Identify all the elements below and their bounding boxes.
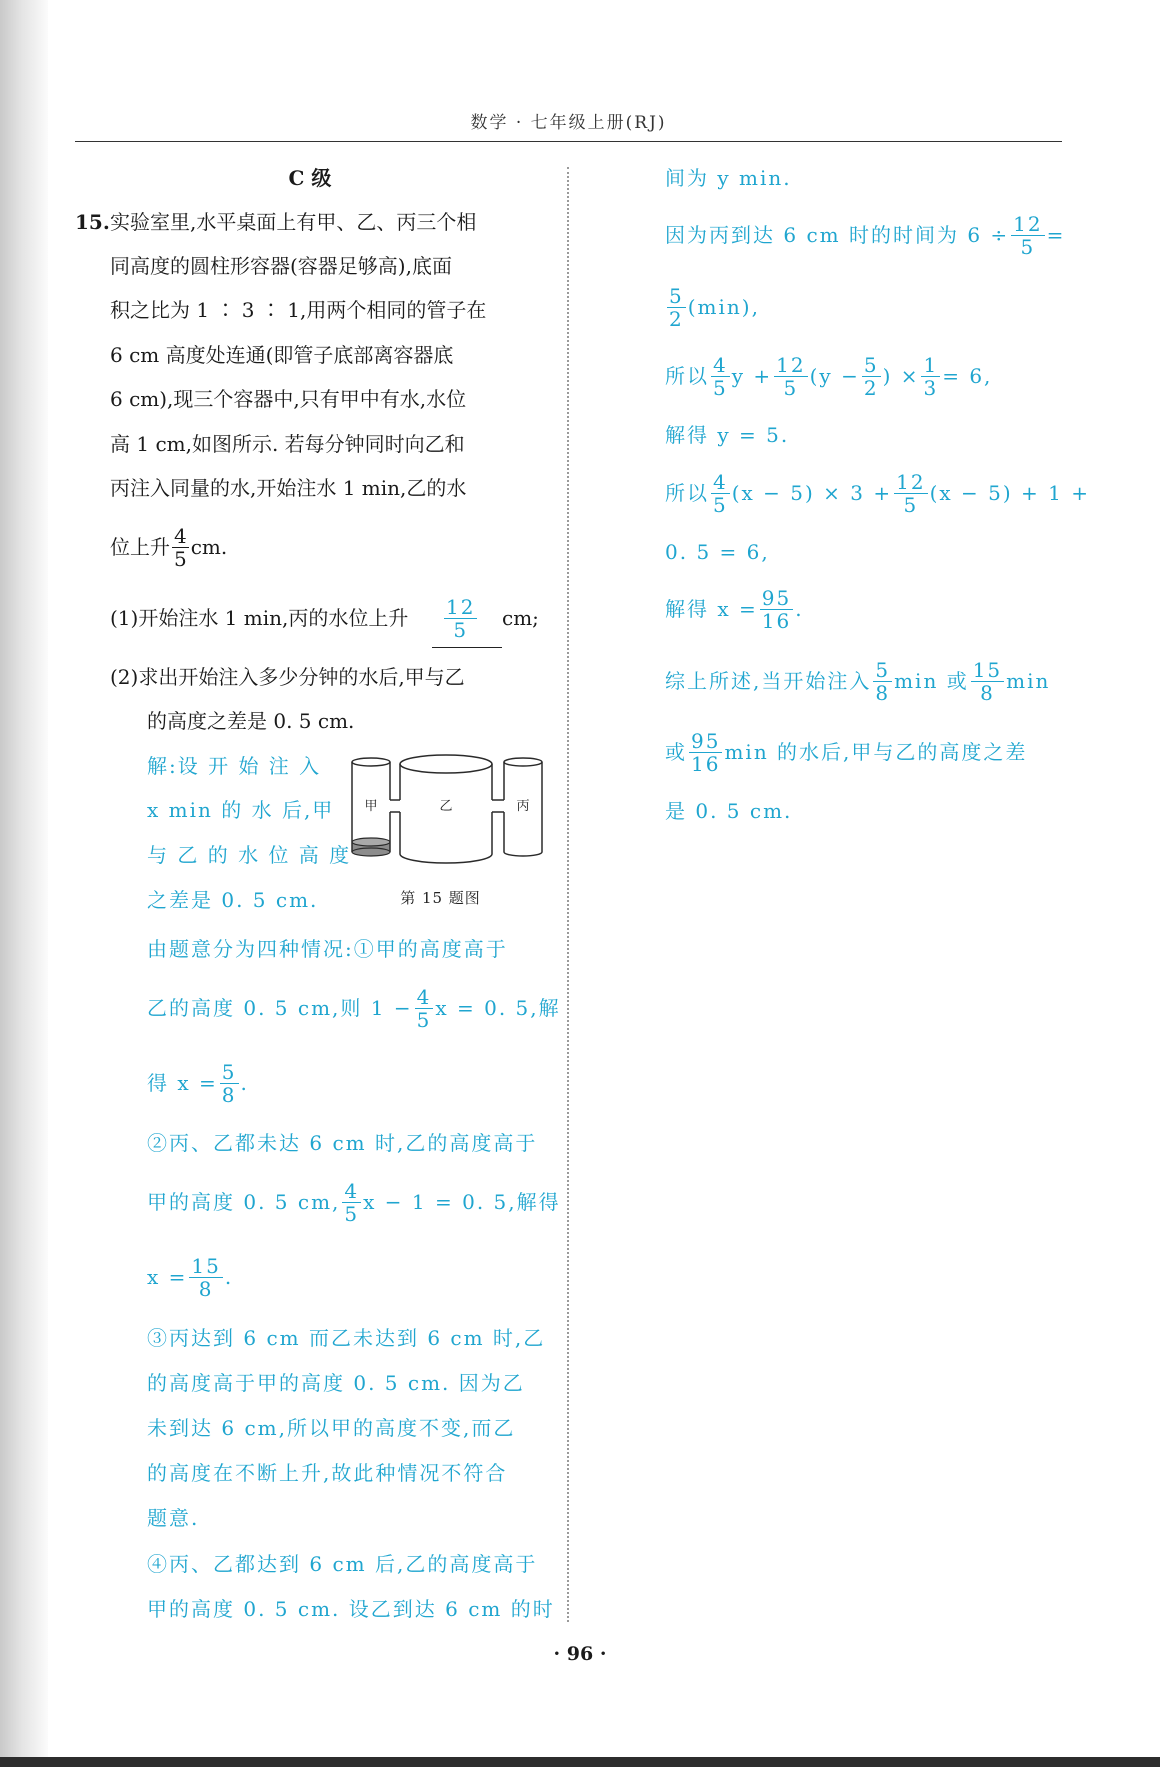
fraction-numerator: 4: [344, 1178, 360, 1203]
fraction: [921, 354, 940, 399]
problem-line: 高 1 cm,如图所示. 若每分钟同时向乙和: [110, 432, 465, 456]
case-3-line: 的高度高于甲的高度 0. 5 cm. 因为乙: [147, 1371, 525, 1395]
fraction-numerator: 1: [923, 352, 939, 377]
fraction: [689, 730, 722, 775]
question-number: 15.: [75, 210, 110, 234]
container-rim: [352, 758, 390, 766]
right-line: [665, 211, 1066, 259]
text: 因为丙到达 6 cm 时的时间为 6 ÷: [665, 223, 1010, 247]
right-line: 解得 y = 5.: [665, 423, 790, 447]
text: min: [1006, 669, 1051, 693]
case-2-line: [147, 1253, 234, 1301]
text: 所以: [665, 481, 709, 505]
text: .: [795, 597, 804, 621]
label-jia: 甲: [364, 799, 378, 814]
fraction: [444, 596, 477, 641]
problem-line: 6 cm),现三个容器中,只有甲中有水,水位: [110, 387, 467, 411]
fraction-denominator: 5: [344, 1201, 360, 1226]
text: 或: [665, 740, 687, 764]
fraction: [667, 285, 686, 330]
fraction-denominator: 16: [761, 608, 792, 633]
header-rule: [75, 141, 1062, 142]
fraction: [774, 354, 807, 399]
solution-intro-line: 之差是 0. 5 cm.: [147, 888, 319, 912]
water-surface: [352, 838, 390, 846]
problem-line: 积之比为 1 ∶ 3 ∶ 1,用两个相同的管子在: [110, 298, 487, 322]
text: x − 1 = 0. 5,解得: [363, 1190, 561, 1214]
text: (min),: [687, 295, 760, 319]
fraction: [1011, 213, 1044, 258]
problem-last-line: [110, 523, 228, 571]
fraction-numerator: 4: [713, 352, 728, 377]
fraction-denominator: 5: [453, 617, 469, 642]
fraction-denominator: 2: [669, 306, 684, 331]
case-2-line: [147, 1178, 561, 1226]
fraction-numerator: 12: [446, 594, 476, 619]
fraction-denominator: 16: [691, 751, 721, 776]
problem-line: 6 cm 高度处连通(即管子底部离容器底: [110, 343, 454, 367]
problem-line: 同高度的圆柱形容器(容器足够高),底面: [110, 254, 452, 278]
fraction-numerator: 5: [669, 283, 684, 308]
case-3-line: ③丙达到 6 cm 而乙未达到 6 cm 时,乙: [147, 1326, 546, 1350]
level-title: C 级: [288, 166, 332, 190]
label-bing: 丙: [516, 799, 530, 814]
problem-line: 实验室里,水平桌面上有甲、乙、丙三个相: [110, 210, 477, 234]
fraction: [415, 986, 434, 1031]
text: min 或: [894, 669, 969, 693]
fraction: [760, 587, 793, 632]
text: 解得 x =: [665, 597, 758, 621]
solution-intro-line: 解:设 开 始 注 入: [147, 754, 322, 778]
sub-question-2-line: 的高度之差是 0. 5 cm.: [147, 709, 355, 733]
fraction-denominator: 5: [783, 375, 799, 400]
fraction-denominator: 3: [923, 375, 939, 400]
fraction-denominator: 5: [903, 492, 919, 517]
text: 所以: [665, 364, 709, 388]
figure-caption: 第 15 题图: [400, 888, 481, 907]
fraction-denominator: 2: [863, 375, 879, 400]
connecting-pipe: [390, 800, 400, 812]
fraction-numerator: 4: [174, 523, 187, 548]
fraction-denominator: 5: [416, 1007, 432, 1032]
fraction-denominator: 5: [713, 492, 728, 517]
text: =: [1046, 223, 1066, 247]
container-base: [400, 854, 492, 863]
page-number: · 96 ·: [553, 1643, 607, 1665]
fraction-numerator: 15: [972, 657, 1003, 682]
case-1-line: [147, 1059, 249, 1107]
sub-question-1-answer: [442, 594, 479, 642]
container-base: [504, 852, 542, 856]
case-2-line: ②丙、乙都未达 6 cm 时,乙的高度高于: [147, 1131, 538, 1155]
fraction-numerator: 12: [776, 352, 806, 377]
case-4-line: 甲的高度 0. 5 cm. 设乙到达 6 cm 的时: [147, 1597, 555, 1621]
right-line: [665, 283, 760, 331]
right-line: 是 0. 5 cm.: [665, 799, 793, 823]
case-4-line: ④丙、乙都达到 6 cm 后,乙的高度高于: [147, 1552, 538, 1576]
text: .: [224, 1265, 234, 1289]
fraction: [711, 471, 730, 516]
fraction-numerator: 12: [1013, 211, 1043, 236]
right-line: [665, 352, 993, 400]
right-line: [665, 469, 1090, 517]
page-edge-shadow: [0, 0, 48, 1767]
case-3-line: 的高度在不断上升,故此种情况不符合: [147, 1461, 508, 1485]
answer-blank-underline: [432, 647, 502, 648]
text: ) ×: [882, 364, 920, 388]
fraction: [711, 354, 730, 399]
right-line: [665, 585, 804, 633]
fraction: [971, 659, 1004, 704]
text: cm.: [190, 535, 228, 559]
right-line: [665, 728, 1028, 776]
fraction: [220, 1061, 239, 1106]
sub-question-2-line: (2)求出开始注入多少分钟的水后,甲与乙: [110, 665, 465, 689]
running-header: 数学 · 七年级上册(RJ): [470, 113, 667, 133]
fraction-numerator: 95: [691, 728, 721, 753]
fraction-numerator: 5: [863, 352, 879, 377]
text: 得 x =: [147, 1071, 218, 1095]
fraction: [873, 659, 892, 704]
fraction-denominator: 8: [198, 1276, 214, 1301]
connecting-pipe: [492, 800, 504, 812]
text: y +: [731, 364, 773, 388]
column-divider: [567, 167, 569, 1622]
container-rim: [504, 758, 542, 766]
text: min 的水后,甲与乙的高度之差: [724, 740, 1028, 764]
fraction-numerator: 5: [875, 657, 891, 682]
right-line: 间为 y min.: [665, 166, 792, 190]
bottom-bar: [0, 1757, 1160, 1767]
right-line: 0. 5 = 6,: [665, 540, 770, 564]
container-base: [352, 848, 390, 856]
case-1-line: 由题意分为四种情况:①甲的高度高于: [147, 937, 508, 961]
fraction: [342, 1180, 361, 1225]
fraction: [862, 354, 881, 399]
text: (x − 5) × 3 +: [731, 481, 893, 505]
text: = 6,: [942, 364, 993, 388]
fraction-numerator: 12: [896, 469, 926, 494]
case-3-line: 题意.: [147, 1506, 200, 1530]
text: 综上所述,当开始注入: [665, 669, 872, 693]
fraction-numerator: 95: [761, 585, 792, 610]
case-1-line: [147, 984, 561, 1032]
right-line: [665, 657, 1051, 705]
container-figure: [348, 752, 548, 867]
fraction-numerator: 4: [713, 469, 728, 494]
text: (y −: [809, 364, 860, 388]
fraction-denominator: 8: [980, 680, 995, 705]
fraction: [894, 471, 927, 516]
text: (x − 5) + 1 +: [929, 481, 1090, 505]
solution-intro-line: 与 乙 的 水 位 高 度: [147, 843, 352, 867]
fraction: [172, 525, 189, 570]
fraction-denominator: 5: [713, 375, 728, 400]
text: 乙的高度 0. 5 cm,则 1 −: [147, 996, 413, 1020]
fraction-denominator: 8: [875, 680, 891, 705]
text: 甲的高度 0. 5 cm,: [147, 1190, 341, 1214]
container-rim: [400, 755, 492, 773]
sub-question-1-prefix: (1)开始注水 1 min,丙的水位上升: [110, 606, 409, 630]
fraction-denominator: 8: [221, 1082, 237, 1107]
text: 位上升: [110, 535, 170, 559]
case-3-line: 未到达 6 cm,所以甲的高度不变,而乙: [147, 1416, 516, 1440]
text: x = 0. 5,解: [435, 996, 561, 1020]
problem-line: 丙注入同量的水,开始注水 1 min,乙的水: [110, 476, 467, 500]
fraction-denominator: 5: [174, 546, 187, 571]
label-yi: 乙: [439, 799, 453, 814]
sub-question-1-suffix: cm;: [502, 606, 539, 630]
fraction-numerator: 15: [191, 1253, 221, 1278]
fraction-denominator: 5: [1020, 234, 1036, 259]
fraction-numerator: 4: [416, 984, 432, 1009]
fraction-numerator: 5: [221, 1059, 237, 1084]
text: .: [240, 1071, 249, 1095]
fraction: [189, 1255, 222, 1300]
solution-intro-line: x min 的 水 后,甲: [147, 798, 335, 822]
text: x =: [147, 1265, 188, 1289]
